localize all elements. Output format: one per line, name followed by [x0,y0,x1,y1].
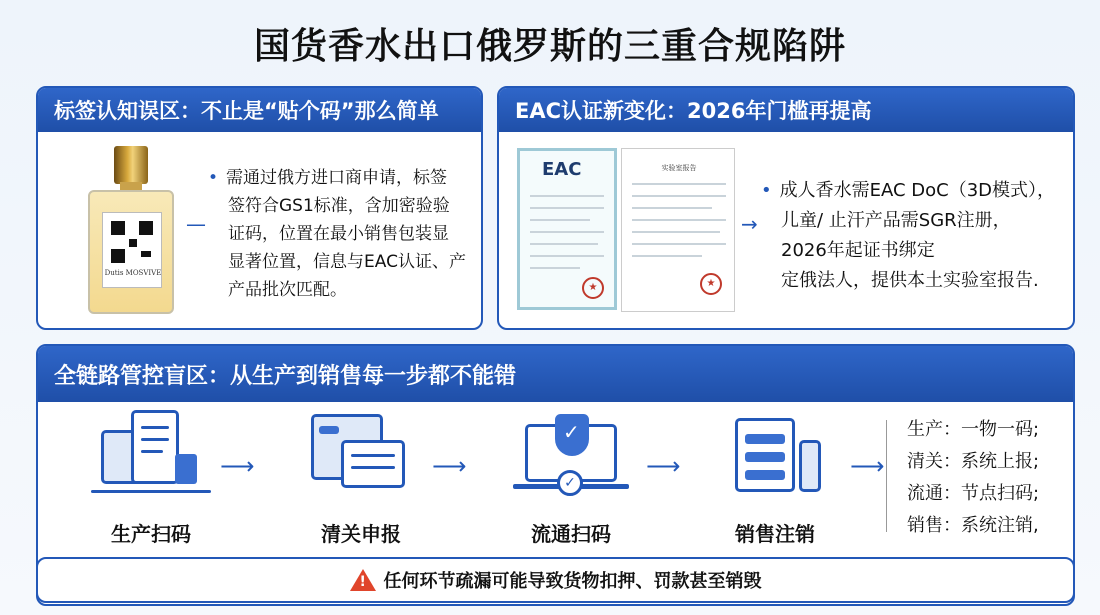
bottle-brand: Dutis MOSVIVE [104,269,162,277]
step-label: 流通扫码 [531,522,611,546]
arrow-right-icon: — [186,212,206,236]
eac-certificate-image [517,148,617,310]
folder-documents-icon [301,404,421,500]
lab-report-title: 实验室报告 [661,164,697,172]
step-label: 生产扫码 [111,522,191,546]
label-panel-heading: 标签认知误区：不止是“贴个码”那么简单 [38,88,481,132]
label-panel [36,86,483,330]
seal-icon: ★ [700,273,722,295]
chain-panel-heading: 全链路管控盲区：从生产到销售每一步都不能错 [38,346,1073,402]
page-title: 国货香水出口俄罗斯的三重合规陷阱 [253,26,846,67]
perfume-bottle-image [84,146,176,314]
warning-text: 任何环节疏漏可能导致货物扣押、罚款甚至销毁 [383,571,762,592]
step-circulation [486,404,656,547]
label-bullet: • 需通过俄方进口商申请，标签 签符合GS1标准，含加密验验 证码，位置在最小销售包装显 显著位置，信息与EAC认证、产 产品批次匹配。 [208,168,466,300]
scanner-terminal-icon [715,404,835,500]
eac-panel-heading: EAC认证新变化：2026年门槛再提高 [499,88,1073,132]
warning-icon: ! [350,569,376,591]
bracket-divider [886,420,896,532]
chain-summary: 生产：一物一码; 清关：系统上报; 流通：节点扫码; 销售：系统注销, [907,419,1040,536]
seal-icon: ★ [582,277,604,299]
step-customs [276,404,446,547]
arrow-right-icon: → [741,212,758,236]
step-label: 清关申报 [321,522,401,546]
warning-banner [36,557,1075,603]
factory-icon [91,404,211,500]
eac-bullet: • 成人香水需EAC DoC（3D模式）， 儿童/ 止汗产品需SGR注册， 2026年起证书绑定 定俄法人，提供本土实验室报告. [761,180,1056,291]
arrow-right-icon: ⟶ [220,452,255,480]
step-label: 销售注销 [735,522,815,546]
arrow-right-icon: ⟶ [646,452,681,480]
step-sales [690,404,860,547]
qr-code-icon [111,221,153,263]
laptop-shield-icon: ✓ ✓ [511,404,631,500]
eac-panel [497,86,1075,330]
arrow-right-icon: ⟶ [432,452,467,480]
lab-report-image [621,148,735,312]
step-production [66,404,236,547]
eac-logo: EAC [542,159,582,180]
arrow-right-icon: ⟶ [850,452,885,480]
